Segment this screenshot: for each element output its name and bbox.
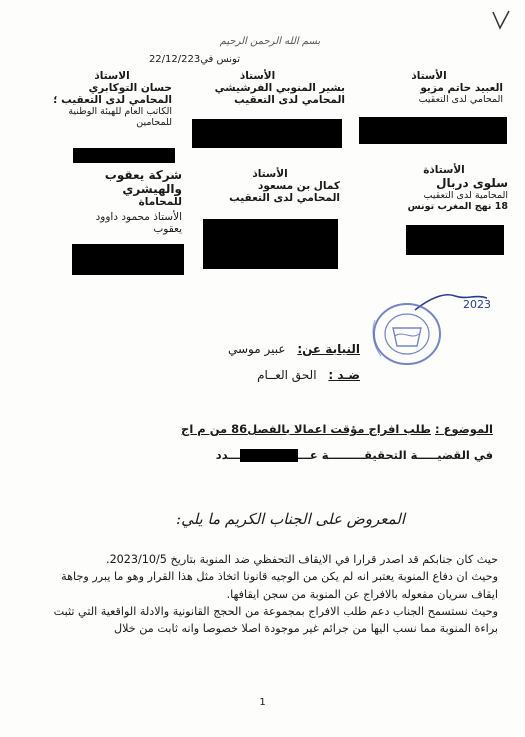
case-number-redaction bbox=[240, 449, 298, 462]
redaction-box bbox=[203, 219, 338, 269]
redaction-box bbox=[73, 148, 175, 163]
lawyer-name: كمال بن مسعود bbox=[258, 180, 340, 192]
lawyer-title: الأستاذ bbox=[252, 168, 288, 180]
lawyer-card bbox=[355, 70, 503, 105]
firm-name: شركة يعقوب والهيشري bbox=[104, 168, 182, 196]
lawyer-card bbox=[52, 70, 172, 128]
lawyer-name: العبيد حاتم مزيو bbox=[420, 82, 503, 94]
lawyer-name: سلوى دربال bbox=[436, 176, 508, 190]
lawyer-name: بشير المنوبي الفرشيشي bbox=[214, 82, 345, 94]
redaction-box bbox=[72, 244, 184, 275]
lawyer-name: حسان التوكابري bbox=[88, 82, 172, 94]
lawyer-role: المحامي لدى التعقيب ؛ bbox=[53, 94, 172, 106]
lawyer-extra: للمحامين bbox=[136, 117, 172, 128]
redaction-box bbox=[192, 119, 342, 148]
paragraph: حيث كان جنابكم قد اصدر قرارا في الايقاف التحفظي ضد المنوبة بتاريخ 2023/10/5. bbox=[106, 553, 498, 566]
prosecution-label: النيابة عن: bbox=[297, 342, 360, 356]
lawyer-card bbox=[52, 168, 182, 235]
document-date: تونس في22/12/223 bbox=[148, 54, 240, 65]
paragraph: وحيث ان دفاع المنوبة يعتبر انه لم يكن من الوجيه قانونا اتخاذ مثل هذا القرار وهو ما يبرر وجاهة ايقاف سريان مفعوله بالافراج عن المنوبة من سجن ايقافها. bbox=[61, 570, 498, 601]
lawyer-extra: الكاتب العام للهيئة الوطنية bbox=[68, 106, 172, 117]
lawyer-address: 18 نهج المغرب تونس bbox=[407, 201, 508, 212]
basmala: بسم الله الرحمن الرحيم bbox=[219, 36, 321, 47]
against-label: ضـد : bbox=[328, 368, 360, 382]
case-suffix: ـــدد bbox=[215, 448, 241, 462]
lawyer-card bbox=[380, 164, 508, 212]
lawyer-title: الأستاذ bbox=[411, 70, 447, 82]
lawyer-name: الأستاذ محمود داوود bbox=[95, 211, 182, 223]
subject-label: الموضوع : bbox=[435, 422, 493, 436]
prosecution-name: عبير موسي bbox=[227, 342, 286, 356]
redaction-box bbox=[406, 225, 504, 255]
subject-line bbox=[148, 422, 493, 436]
lawyer-title: الأستاذ bbox=[239, 70, 276, 82]
lawyer-role: المحامية لدى التعقيب bbox=[423, 190, 508, 201]
lawyer-card bbox=[170, 70, 345, 106]
lawyer-name-cont: يعقوب bbox=[153, 223, 182, 235]
official-stamp-icon bbox=[355, 290, 505, 380]
body-paragraphs bbox=[38, 551, 498, 638]
case-prefix: في القضيـــــة التحقيقـــــــــة عـــ bbox=[298, 448, 493, 462]
lawyer-role: المحامي لدى التعقيب bbox=[418, 94, 503, 105]
corner-check-mark bbox=[490, 8, 512, 34]
against-line bbox=[210, 368, 360, 382]
redaction-box bbox=[359, 117, 507, 144]
firm-subtitle: للمحاماة bbox=[138, 196, 182, 208]
signature-text: 2023 bbox=[463, 298, 491, 311]
case-line bbox=[100, 448, 493, 462]
lawyer-role: المحامي لدى التعقيب bbox=[234, 94, 345, 106]
prosecution-line bbox=[210, 342, 360, 356]
lawyer-card bbox=[200, 168, 340, 204]
salutation: المعروض على الجناب الكريم ما يلي: bbox=[176, 510, 405, 528]
lawyer-title: الأستاذة bbox=[423, 164, 465, 176]
page-number: 1 bbox=[259, 697, 266, 708]
lawyer-title: الاستاذ bbox=[94, 70, 130, 82]
against-name: الحق العــام bbox=[257, 368, 317, 382]
lawyer-role: المحامي لدى التعقيب bbox=[229, 192, 340, 204]
subject-text: طلب افراج مؤقت اعمالا بالفصل86 من م اج bbox=[181, 422, 432, 436]
paragraph: وحيث نستسمح الجناب دعم طلب الافراج بمجموعة من الحجج القانونية والادلة الواقعية التي تثبت براءة المنوبة مما نسب اليها من جرائم غير موجودة اصلا خصوصا وانه ثابت من خلال bbox=[53, 605, 498, 636]
